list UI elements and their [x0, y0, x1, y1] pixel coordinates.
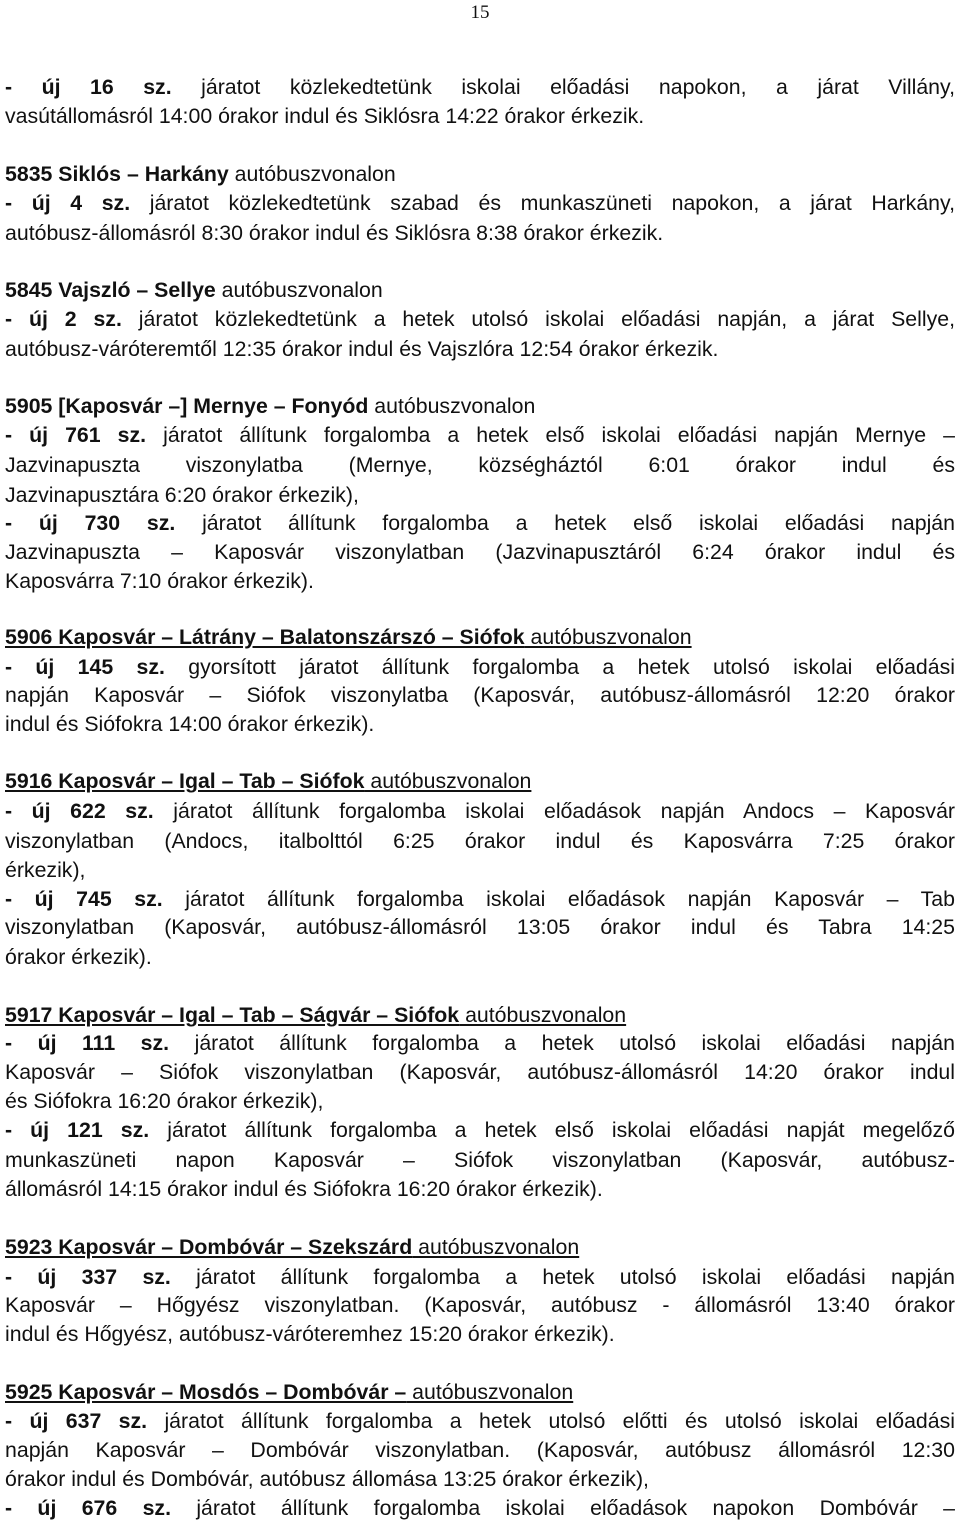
- trip-description: állomásról 14:15 órakor indul és Siófokra 16:20 órakor érkezik).: [5, 1177, 603, 1201]
- trip-number: - új 730 sz.: [5, 511, 176, 535]
- trip-description: járatot állítunk forgalomba a hetek utolsó iskolai előadási napján: [170, 1265, 955, 1289]
- route-name: 5905 [Kaposvár –] Mernye – Fonyód: [5, 394, 369, 418]
- route-name: 5845 Vajszló – Sellye: [5, 278, 216, 302]
- text-line: [5, 1406, 955, 1436]
- trip-description: járatot közlekedtetünk szabad és munkaszüneti napokon, a járat Harkány,: [130, 191, 955, 215]
- trip-description: Kaposvárra 7:10 órakor érkezik).: [5, 569, 314, 593]
- trip-description: érkezik),: [5, 858, 86, 882]
- text-line: [5, 709, 955, 739]
- trip-description: járatot állítunk forgalomba a hetek első iskolai előadási napján Mernye –: [146, 423, 956, 447]
- trip-description: autóbusz-váróteremtől 12:35 órakor indul és Vajszlóra 12:54 órakor érkezik.: [5, 337, 719, 361]
- text-line: [5, 537, 955, 567]
- route-heading: [5, 1377, 955, 1407]
- text-line: [5, 1493, 955, 1523]
- trip-description: indul és Siófokra 14:00 órakor érkezik).: [5, 712, 375, 736]
- trip-description: munkaszüneti napon Kaposvár – Siófok viszonylatban (Kaposvár, autóbusz-: [5, 1148, 955, 1172]
- text-line: [5, 101, 955, 131]
- trip-number: - új 637 sz.: [5, 1409, 148, 1433]
- trip-description: járatot közlekedtetünk a hetek utolsó iskolai előadási napján, a járat Sellye,: [121, 307, 955, 331]
- text-line: [5, 826, 955, 856]
- route-heading: [5, 1232, 955, 1262]
- route-suffix: autóbuszvonalon: [459, 1003, 627, 1027]
- trip-number: - új 2 sz.: [5, 307, 122, 331]
- trip-description: napján Kaposvár – Siófok viszonylatba (Kaposvár, autóbusz-állomásról 12:20 órakor: [5, 683, 955, 707]
- text-line: [5, 1435, 955, 1465]
- text-line: [5, 480, 955, 510]
- route-name: 5906 Kaposvár – Látrány – Balatonszárszó – Siófok: [5, 625, 525, 649]
- text-line: [5, 912, 955, 942]
- text-line: [5, 796, 955, 826]
- text-line: [5, 1145, 955, 1175]
- text-line: [5, 566, 955, 596]
- route-name: 5917 Kaposvár – Igal – Tab – Ságvár – Siófok: [5, 1003, 460, 1027]
- trip-description: viszonylatban (Andocs, italbolttól 6:25 órakor indul és Kaposvárra 7:25 órakor: [5, 829, 955, 853]
- trip-number: - új 121 sz.: [5, 1118, 150, 1142]
- text-line: [5, 884, 955, 914]
- trip-description: viszonylatban (Kaposvár, autóbusz-állomásról 13:05 órakor indul és Tabra 14:25: [5, 915, 955, 939]
- trip-description: órakor érkezik).: [5, 945, 152, 969]
- trip-description: Jazvinapuszta viszonylatba (Mernye, községháztól 6:01 órakor indul és: [5, 453, 955, 477]
- trip-number: - új 676 sz.: [5, 1496, 171, 1520]
- route-suffix: autóbuszvonalon: [406, 1380, 574, 1404]
- trip-description: órakor indul és Dombóvár, autóbusz állomása 13:25 órakor érkezik),: [5, 1467, 649, 1491]
- route-suffix: autóbuszvonalon: [228, 162, 396, 186]
- text-line: [5, 334, 955, 364]
- text-line: [5, 680, 955, 710]
- text-line: [5, 1319, 955, 1349]
- route-heading: [5, 1000, 955, 1030]
- text-line: [5, 188, 955, 218]
- text-line: [5, 652, 955, 682]
- text-line: [5, 218, 955, 248]
- trip-number: - új 111 sz.: [5, 1031, 170, 1055]
- trip-description: járatot állítunk forgalomba a hetek első iskolai előadási napját megelőző: [149, 1118, 956, 1142]
- route-heading: [5, 622, 955, 652]
- trip-description: Kaposvár – Siófok viszonylatban (Kaposvár, autóbusz-állomásról 14:20 órakor indul: [5, 1060, 955, 1084]
- route-suffix: autóbuszvonalon: [524, 625, 692, 649]
- route-heading: [5, 275, 955, 305]
- text-line: [5, 855, 955, 885]
- trip-description: Jazvinapusztára 6:20 órakor érkezik),: [5, 483, 359, 507]
- trip-description: napján Kaposvár – Dombóvár viszonylatban. (Kaposvár, autóbusz állomásról 12:30: [5, 1438, 955, 1462]
- trip-number: - új 745 sz.: [5, 887, 163, 911]
- text-line: [5, 72, 955, 102]
- trip-number: - új 16 sz.: [5, 75, 172, 99]
- trip-description: indul és Hőgyész, autóbusz-váróteremhez 15:20 órakor érkezik).: [5, 1322, 615, 1346]
- route-suffix: autóbuszvonalon: [412, 1235, 580, 1259]
- trip-description: járatot állítunk forgalomba a hetek első iskolai előadási napján: [175, 511, 955, 535]
- route-name: 5925 Kaposvár – Mosdós – Dombóvár –: [5, 1380, 407, 1404]
- text-line: [5, 1028, 955, 1058]
- route-suffix: autóbuszvonalon: [368, 394, 536, 418]
- route-name: 5835 Siklós – Harkány: [5, 162, 229, 186]
- route-name: 5916 Kaposvár – Igal – Tab – Siófok: [5, 769, 365, 793]
- text-line: [5, 450, 955, 480]
- trip-description: járatot állítunk forgalomba iskolai előadások napján Andocs – Kaposvár: [153, 799, 956, 823]
- trip-description: járatot állítunk forgalomba a hetek utolsó előtti és utolsó iskolai előadási: [147, 1409, 955, 1433]
- trip-description: járatot állítunk forgalomba a hetek utolsó iskolai előadási napján: [169, 1031, 955, 1055]
- text-line: [5, 1174, 955, 1204]
- text-line: [5, 942, 955, 972]
- trip-description: gyorsított járatot állítunk forgalomba a hetek utolsó iskolai előadási: [164, 655, 955, 679]
- route-heading: [5, 391, 955, 421]
- trip-description: járatot állítunk forgalomba iskolai előadások napján Kaposvár – Tab: [162, 887, 955, 911]
- trip-number: - új 145 sz.: [5, 655, 165, 679]
- text-line: [5, 1115, 955, 1145]
- trip-description: Kaposvár – Hőgyész viszonylatban. (Kaposvár, autóbusz - állomásról 13:40 órakor: [5, 1293, 955, 1317]
- text-line: [5, 1262, 955, 1292]
- trip-number: - új 4 sz.: [5, 191, 131, 215]
- route-suffix: autóbuszvonalon: [364, 769, 532, 793]
- text-line: [5, 1086, 955, 1116]
- trip-description: járatot közlekedtetünk iskolai előadási napokon, a járat Villány,: [171, 75, 955, 99]
- text-line: [5, 420, 955, 450]
- text-line: [5, 304, 955, 334]
- trip-number: - új 761 sz.: [5, 423, 147, 447]
- trip-description: autóbusz-állomásról 8:30 órakor indul és Siklósra 8:38 órakor érkezik.: [5, 221, 664, 245]
- trip-description: Jazvinapuszta – Kaposvár viszonylatban (Jazvinapusztáról 6:24 órakor indul és: [5, 540, 955, 564]
- trip-description: és Siófokra 16:20 órakor érkezik),: [5, 1089, 324, 1113]
- trip-description: vasútállomásról 14:00 órakor indul és Siklósra 14:22 órakor érkezik.: [5, 104, 645, 128]
- page-number: 15: [470, 2, 490, 23]
- text-line: [5, 1057, 955, 1087]
- text-line: [5, 1464, 955, 1494]
- route-heading: [5, 159, 955, 189]
- trip-number: - új 337 sz.: [5, 1265, 171, 1289]
- trip-description: járatot állítunk forgalomba iskolai előadások napokon Dombóvár –: [170, 1496, 955, 1520]
- route-name: 5923 Kaposvár – Dombóvár – Szekszárd: [5, 1235, 413, 1259]
- route-suffix: autóbuszvonalon: [215, 278, 383, 302]
- text-line: [5, 508, 955, 538]
- route-heading: [5, 766, 955, 796]
- trip-number: - új 622 sz.: [5, 799, 154, 823]
- text-line: [5, 1290, 955, 1320]
